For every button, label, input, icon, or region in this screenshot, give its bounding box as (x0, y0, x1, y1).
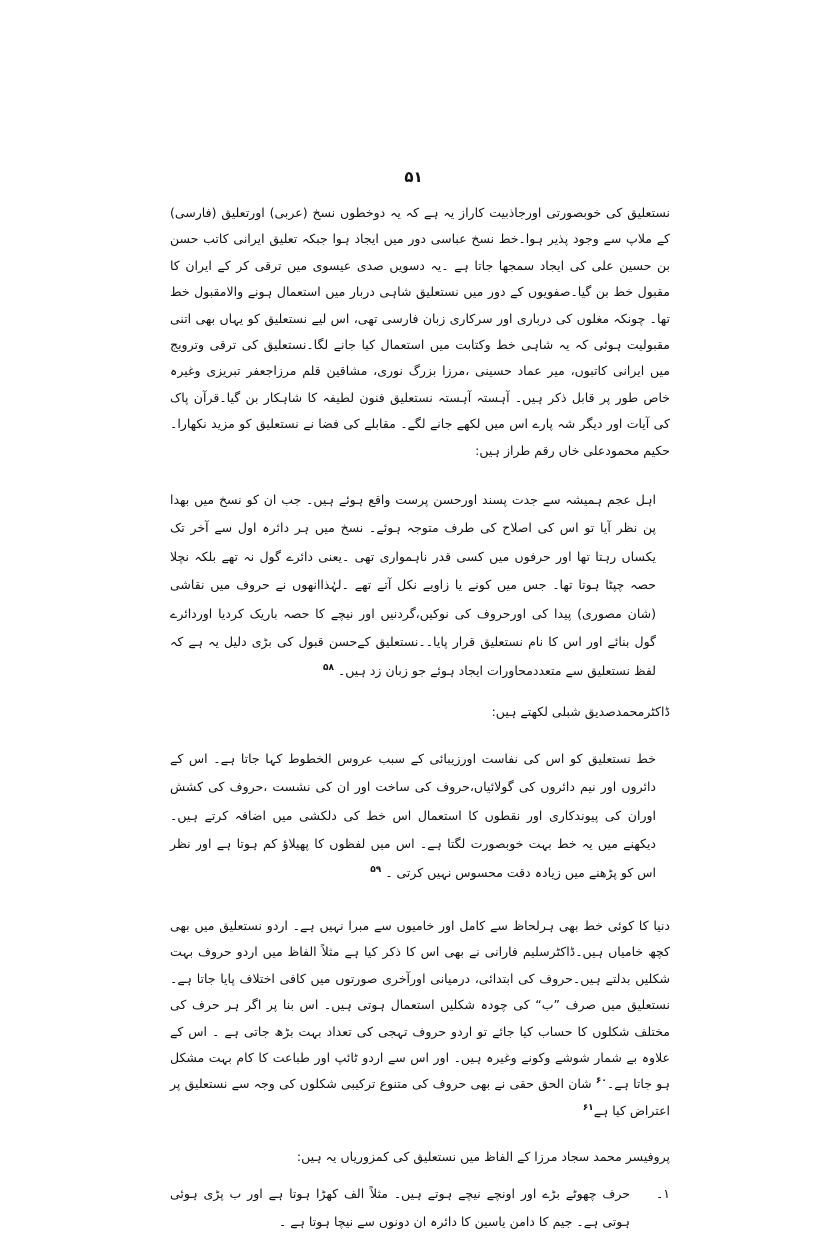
footnote-ref: ۶۱ (582, 1102, 594, 1113)
list-item (170, 1180, 670, 1235)
paragraph-nastaliq-weaknesses (170, 913, 670, 1124)
page-number: ۵۱ (404, 168, 423, 186)
list-intro-sajjad-mirza: پروفیسر محمد سجاد مرزا کے الفاظ میں نستعلیق کی کمزوریاں یہ ہیں: (296, 1149, 670, 1165)
page-body (170, 200, 670, 1235)
paragraph-text: دنیا کا کوئی خط بھی ہرلحاظ سے کامل اور خامیوں سے مبرا نہیں ہے۔ اردو نستعلیق میں بھی کچھ خامیاں ہیں۔ڈاکٹرسلیم فارانی نے بھی اس کا ذکر کیا ہے مثلاً الفاظ میں اردو حروف بہت شکلیں بدلتے ہیں۔حروف کی ابتدائی، درمیانی اورآخری صورتوں میں کافی اختلاف پایا جاتا ہے۔نستعلیق میں صرف ”ب“ کی چودہ شکلیں استعمال ہوتی ہیں۔ اس بنا پر اگر ہر حرف کی مختلف شکلوں کا حساب کیا جائے تو اردو حروف تہجی کی تعداد بہت بڑھ جاتی ہے ۔ اس کے علاوہ بے شمار شوشے وکونے وغیرہ ہیں۔ اور اس سے اردو ٹائپ اور طباعت کا کام بہت مشکل ہو جاتا ہے۔ (170, 917, 670, 1092)
list-item-text: حرف چھوٹے بڑے اور اونچے نیچے ہوتے ہیں۔ مثلاً الف کھڑا ہوتا ہے اور ب پڑی ہوئی ہوتی ہے۔ جیم کا دامن یاسین کا دائرہ ان دونوں سے نیچا ہوتا ہے ۔ (170, 1186, 630, 1229)
block-quote-text: خط نستعلیق کو اس کی نفاست اورزیبائی کے سبب عروس الخطوط کہا جاتا ہے۔ اس کے دائروں اور نیم دائروں کی گولائیاں،حروف کی ساخت اور ان کی نشست ،حروف کی کشش اوران کی پیوندکاری اور نقطوں کا استعمال اس خط کی دلکشی میں اضافہ کرتے ہیں۔ دیکھنے میں یہ خط بہت خوبصورت لگتا ہے۔ اس میں لفظوں کا پھیلاؤ کم ہوتا ہے اور نظر اس کو پڑھنے میں زیادہ دقت محسوس نہیں کرتی ۔ (170, 750, 656, 880)
block-quote-text: اہل عجم ہمیشہ سے جدت پسند اورحسن پرست واقع ہوئے ہیں۔ جب ان کو نسخ میں بھدا پن نظر آیا تو اس کی اصلاح کی طرف متوجہ ہوئے۔ نسخ میں ہر دائرہ اول سے آخر تک یکساں رہتا تھا اور حرفوں میں کسی قدر ناہمواری تھی ۔یعنی دائرے گول نہ تھے بلکہ نچلا حصہ چپٹا ہوتا تھا۔ جس میں کونے یا زاویے نکل آتے تھے ۔لہٰذاانھوں نے حروف میں نقاشی (شان مصوری) پیدا کی اورحروف کی نوکیں،گردنیں اور نیچے کا حصہ باریک کردیا اوردائرے گول بنائے اور اس کا نام نستعلیق قرار پایا۔۔نستعلیق کےحسن قبول کی بڑی دلیل یہ ہے کہ لفظ نستعلیق سے متعددمحاورات ایجاد ہوئے جو زبان زد ہیں۔ (170, 492, 656, 678)
list-item-number: ۱۔ (655, 1186, 670, 1202)
paragraph-text: شان الحق حقی نے بھی حروف کی متنوع ترکیبی شکلوں کی وجہ سے نستعلیق پر اعتراض کیا ہے (170, 1076, 670, 1118)
block-quote-hakeem (170, 486, 670, 685)
footnote-ref: ۵۹ (370, 864, 382, 875)
block-quote-shibli (170, 745, 670, 887)
quote-intro-shibli: ڈاکٹرمحمدصدیق شبلی لکھتے ہیں: (491, 703, 670, 719)
footnote-ref: ۶۰ (595, 1076, 607, 1087)
footnote-ref: ۵۸ (322, 662, 334, 673)
paragraph-nastaliq-history: نستعلیق کی خوبصورتی اورجاذبیت کاراز یہ ہے کہ یہ دوخطوں نسخ (عربی) اورتعلیق (فارسی) کے ملاپ سے وجود پذیر ہوا۔خط نسخ عباسی دور میں ایجاد ہوا جبکہ تعلیق ایرانی کاتب حسن بن حسین علی کی ایجاد سمجھا جاتا ہے ۔یہ دسویں صدی عیسوی میں ترقی کر کے ایران کا مقبول خط بن گیا۔صفویوں کے دور میں نستعلیق شاہی دربار میں استعمال ہونے والامقبول خط تھا۔ چونکہ مغلوں کی درباری اور سرکاری زبان فارسی تھی، اس لیے نستعلیق کو یہاں بھی اتنی مقبولیت ہوئی کہ یہ شاہی خط وکتابت میں استعمال کیا جانے لگا۔نستعلیق کی ترقی وترویج میں ایرانی کاتبوں، میر عماد حسینی ،مرزا بزرگ نوری، مشاقین قلم مرزاجعفر تبریزی وغیرہ خاص طور پر قابل ذکر ہیں۔ آہستہ آہستہ نستعلیق فنون لطیفہ کا شاہکار بن گیا۔قرآن پاک کی آیات اور دیگر شہ پارے اس میں لکھے جانے لگے۔ مقابلے کی فضا نے نستعلیق کو مزید نکھارا۔حکیم محمودعلی خاں رقم طراز ہیں: (170, 205, 670, 458)
